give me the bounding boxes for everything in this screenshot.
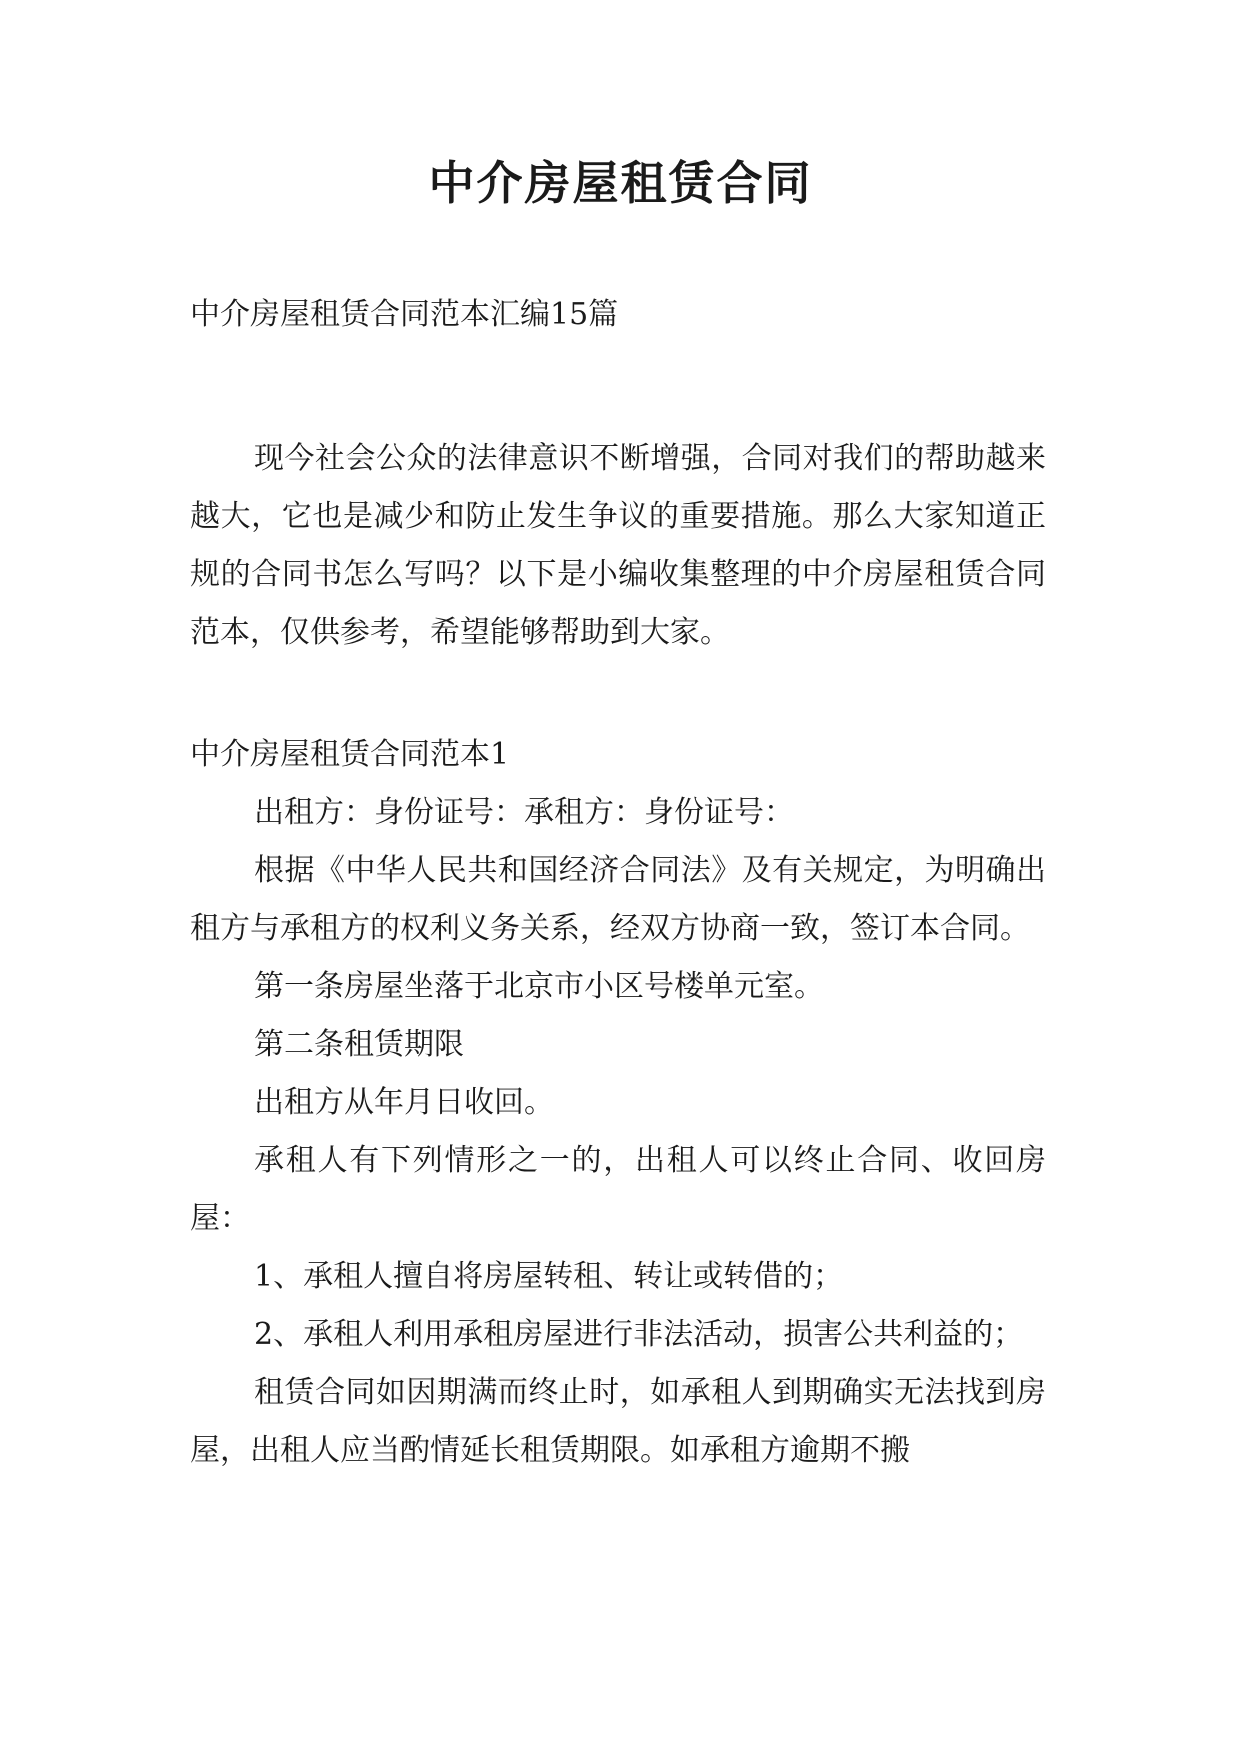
document-title: 中介房屋租赁合同 — [428, 156, 813, 210]
paragraph-expiry: 租赁合同如因期满而终止时，如承租人到期确实无法找到房屋，出租人应当酌情延长租赁期限。如承租方逾期不搬 — [190, 1375, 1046, 1468]
list-item-2: 2、承租人利用承租房屋进行非法活动，损害公共利益的； — [254, 1317, 1024, 1352]
paragraph-article-2-heading: 第二条租赁期限 — [254, 1027, 464, 1062]
paragraph-parties: 出租方：身份证号：承租方：身份证号： — [254, 795, 794, 830]
paragraph-basis: 根据《中华人民共和国经济合同法》及有关规定，为明确出租方与承租方的权利义务关系，经双方协商一致，签订本合同。 — [190, 853, 1046, 946]
intro-paragraph: 现今社会公众的法律意识不断增强，合同对我们的帮助越来越大，它也是减少和防止发生争议的重要措施。那么大家知道正规的合同书怎么写吗？以下是小编收集整理的中介房屋租赁合同范本，仅供参考，希望能够帮助到大家。 — [190, 441, 1046, 650]
paragraph-article-1: 第一条房屋坐落于北京市小区号楼单元室。 — [254, 969, 824, 1004]
section-heading: 中介房屋租赁合同范本1 — [190, 737, 510, 772]
paragraph-termination-conditions: 承租人有下列情形之一的，出租人可以终止合同、收回房屋： — [190, 1143, 1046, 1236]
document-body — [190, 286, 1046, 1480]
paragraph-recovery-date: 出租方从年月日收回。 — [254, 1085, 554, 1120]
document-subtitle: 中介房屋租赁合同范本汇编15篇 — [190, 297, 619, 332]
list-item-1: 1、承租人擅自将房屋转租、转让或转借的； — [254, 1259, 844, 1294]
